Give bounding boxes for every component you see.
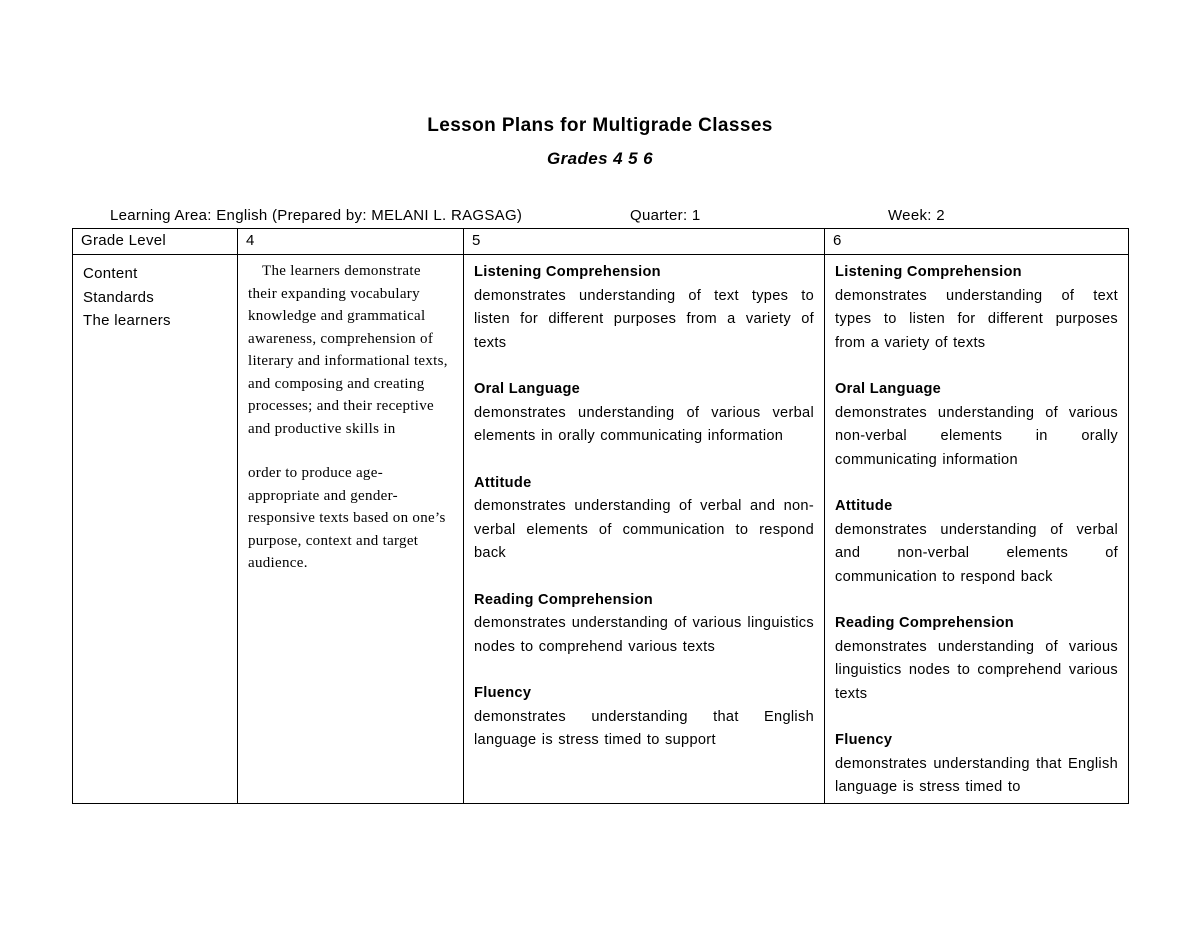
grade-6-content-cell	[825, 255, 1129, 804]
content-standards-row	[73, 255, 1129, 804]
grade-5-section-reading-comprehension	[474, 589, 814, 660]
grade-6-header-cell: 6	[825, 229, 1129, 255]
meta-line	[0, 207, 1200, 227]
quarter-text: Quarter: 1	[630, 207, 701, 224]
section-heading: Attitude	[474, 474, 532, 491]
grade-4-paragraph-2: order to produce age-appropriate and gender-responsive texts based on one’s purpose, context and target audience.	[248, 465, 446, 571]
grade-4-header-cell: 4	[238, 229, 464, 255]
section-body: demonstrates understanding of verbal and non-verbal elements of communication to respond back	[835, 521, 1118, 585]
grade-6-section-listening	[835, 261, 1118, 355]
section-body: demonstrates understanding of various linguistics nodes to comprehend various texts	[474, 615, 814, 655]
section-body: demonstrates understanding that English language is stress timed to support	[474, 708, 814, 748]
section-body: demonstrates understanding of verbal and non-verbal elements of communication to respond back	[474, 498, 814, 561]
label-line-learners: The learners	[83, 312, 171, 329]
grade-5-section-attitude	[474, 472, 814, 566]
grade-6-section-oral-language	[835, 378, 1118, 472]
page-title: Lesson Plans for Multigrade Classes	[427, 115, 773, 136]
section-body: demonstrates understanding of text types to listen for different purposes from a variety of texts	[835, 287, 1118, 351]
grade-5-section-oral-language	[474, 378, 814, 449]
grade-4-content-cell	[238, 255, 464, 804]
label-line-standards: Standards	[83, 288, 155, 306]
page-subtitle: Grades 4 5 6	[547, 149, 653, 168]
grade-5-content-cell	[464, 255, 825, 804]
week-text: Week: 2	[888, 207, 945, 224]
grade-5-section-fluency	[474, 682, 814, 753]
label-line-content: Content	[83, 265, 138, 282]
grade-5-section-listening	[474, 261, 814, 355]
section-heading: Attitude	[835, 498, 893, 514]
section-body: demonstrates understanding of various non-verbal elements in orally communicating information	[835, 404, 1118, 468]
grade-6-section-reading-comprehension	[835, 612, 1118, 706]
section-heading: Listening Comprehension	[474, 264, 661, 280]
section-body: demonstrates understanding of various linguistics nodes to comprehend various texts	[835, 638, 1118, 702]
grade-4-paragraph-1: The learners demonstrate their expanding vocabulary knowledge and grammatical awareness, comprehension of literary and informational texts, and composing and creating processes; and their receptive and productive skills in	[248, 263, 448, 437]
section-heading: Oral Language	[474, 381, 581, 397]
learning-area-text: Learning Area: English (Prepared by: MELANI L. RAGSAG)	[110, 207, 523, 224]
table-header-row	[73, 229, 1129, 255]
content-standards-label-cell	[73, 255, 238, 804]
grade-6-section-fluency	[835, 729, 1118, 800]
grade-6-section-attitude	[835, 495, 1118, 589]
section-heading: Fluency	[474, 685, 532, 701]
grade-level-header-cell: Grade Level	[73, 229, 238, 255]
section-heading: Reading Comprehension	[835, 615, 1015, 631]
section-body: demonstrates understanding of various verbal elements in orally communicating information	[474, 404, 814, 444]
section-heading: Reading Comprehension	[474, 591, 654, 608]
section-body: demonstrates understanding of text types to listen for different purposes from a variety of texts	[474, 287, 814, 351]
section-body: demonstrates understanding that English language is stress timed to	[835, 755, 1118, 795]
lesson-plan-table	[72, 228, 1129, 804]
grade-5-header-cell: 5	[464, 229, 825, 255]
section-heading: Fluency	[835, 732, 893, 748]
section-heading: Listening Comprehension	[835, 264, 1022, 280]
section-heading: Oral Language	[835, 381, 942, 397]
